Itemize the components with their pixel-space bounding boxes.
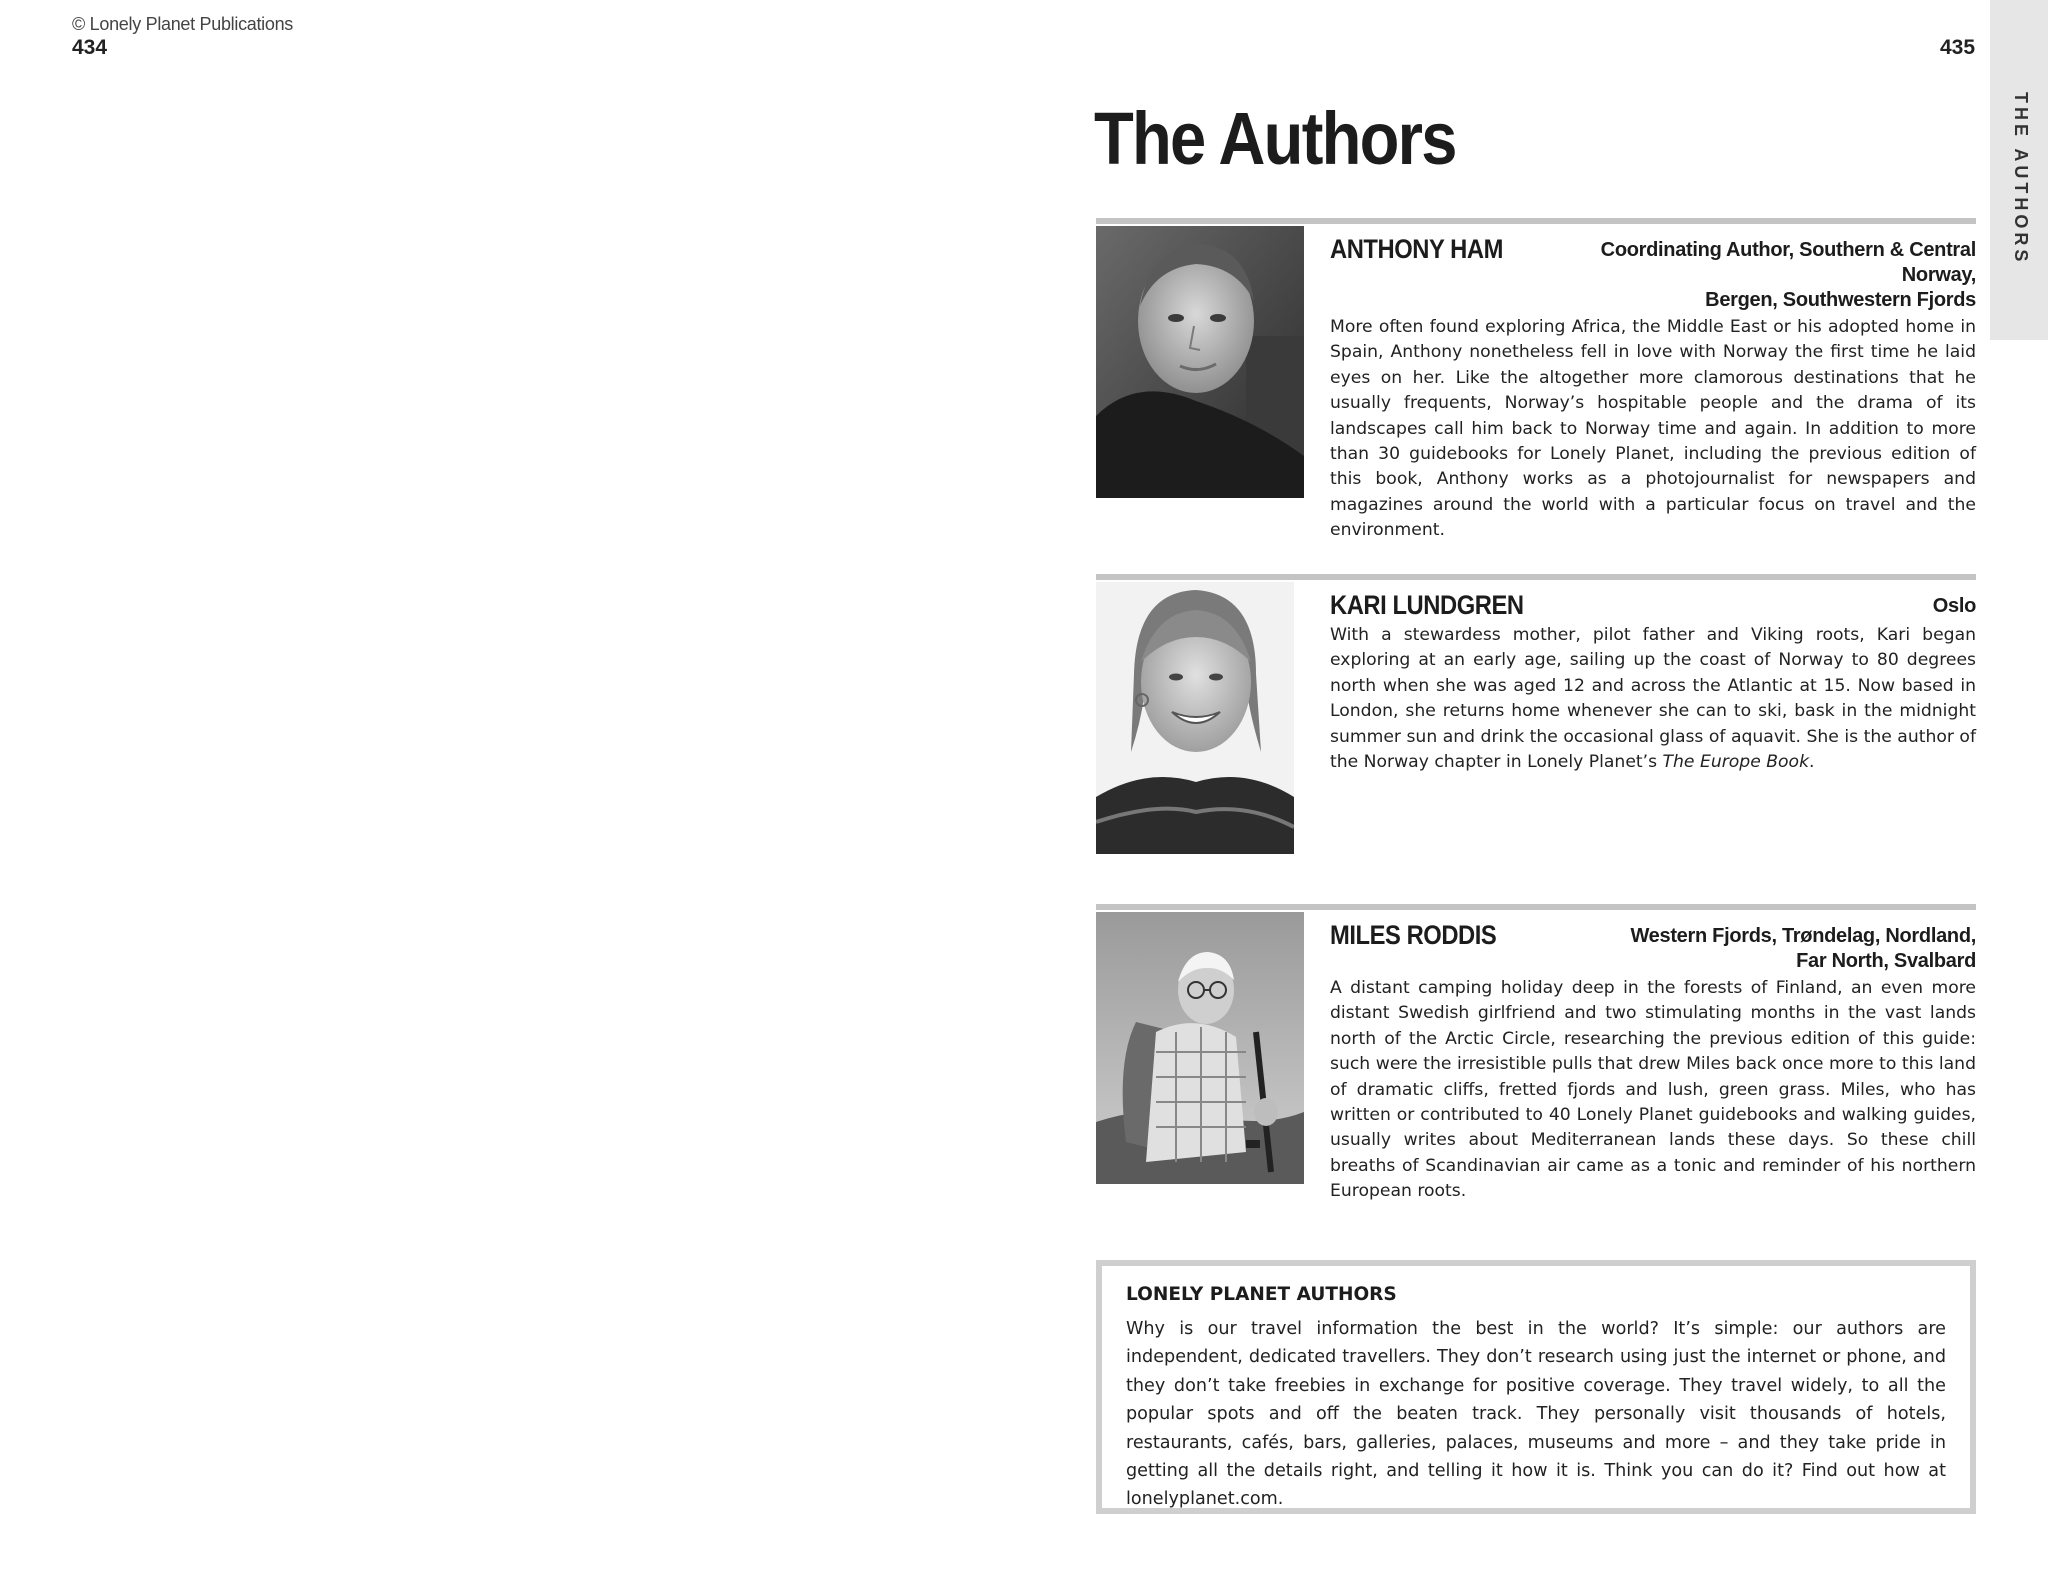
author-divider bbox=[1096, 574, 1976, 580]
author-divider bbox=[1096, 218, 1976, 224]
author-role-line: Bergen, Southwestern Fjords bbox=[1705, 289, 1976, 311]
copyright-notice: © Lonely Planet Publications bbox=[72, 14, 294, 34]
author-divider bbox=[1096, 904, 1976, 910]
book-title: The Europe Book bbox=[1662, 752, 1810, 773]
author-photo bbox=[1096, 912, 1304, 1184]
right-page-number: 435 bbox=[1940, 36, 1976, 59]
author-text bbox=[1330, 590, 1976, 775]
author-bio bbox=[1330, 623, 1976, 775]
author-text bbox=[1330, 234, 1976, 544]
section-side-tab-label: THE AUTHORS bbox=[2011, 92, 2031, 266]
author-bio-text: With a stewardess mother, pilot father and Viking roots, Kari began exploring at an early age, sailing up the coast of Norway to 80 degrees north when she was aged 12 and across the Atlantic at 15. Now based in London, she returns home whenever she can to ski, bask in the midnight summer sun and drink the occasional glass of aquavit. She is the author of the Norway chapter in Lonely Planet’s bbox=[1330, 625, 1976, 773]
author-role bbox=[1630, 924, 1976, 974]
author-role bbox=[1527, 238, 1977, 313]
author-role-line: Oslo bbox=[1932, 595, 1976, 617]
author-bio: More often found exploring Africa, the Middle East or his adopted home in Spain, Anthony nonetheless fell in love with Norway the first time he laid eyes on her. Like the altogether more clamorous destinations that he usually frequents, Norway’s hospitable people and the drama of its landscapes call him back to Norway time and again. In addition to more than 30 guidebooks for Lonely Planet, including the previous edition of this book, Anthony works as a photojournalist for newspapers and magazines around the world with a particular focus on travel and the environment. bbox=[1330, 317, 1976, 541]
author-photo bbox=[1096, 582, 1294, 854]
left-page-number: 434 bbox=[72, 36, 108, 59]
page-title: The Authors bbox=[1094, 97, 1456, 180]
author-bio: A distant camping holiday deep in the forests of Finland, an even more distant Swedish girlfriend and two stimulating months in the vast lands north of the Arctic Circle, researching the previous edition of this guide: such were the irresistible pulls that drew Miles back once more to this land of dramatic cliffs, fretted fjords and lush, green grass. Miles, who has written or contributed to 40 Lonely Planet guidebooks and walking guides, usually writes about Mediterranean lands these days. So these chill breaths of Scandinavian air came as a tonic and reminder of his northern European roots. bbox=[1330, 978, 1976, 1202]
author-name: ANTHONY HAM bbox=[1330, 234, 1503, 264]
info-box-text: Why is our travel information the best in the world? It’s simple: our authors are independent, dedicated travellers. They don’t research using just the internet or phone, and they don’t take freebies in exchange for positive coverage. They travel widely, to all the popular spots and off the beaten track. They personally visit thousands of hotels, restaurants, cafés, bars, galleries, palaces, museums and more – and they take pride in getting all the details right, and telling it how it is. Think you can do it? Find out how at lonelyplanet.com. bbox=[1126, 1319, 1946, 1510]
author-text bbox=[1330, 920, 1976, 1205]
author-name: KARI LUNDGREN bbox=[1330, 590, 1524, 620]
author-role bbox=[1933, 594, 1976, 619]
author-bio-end: . bbox=[1809, 752, 1815, 773]
author-role-line: Western Fjords, Trøndelag, Nordland, bbox=[1630, 925, 1976, 947]
author-name: MILES RODDIS bbox=[1330, 920, 1497, 950]
info-box-title: LONELY PLANET AUTHORS bbox=[1126, 1284, 1397, 1305]
lonely-planet-authors-box bbox=[1096, 1260, 1976, 1514]
author-role-line: Far North, Svalbard bbox=[1796, 950, 1976, 972]
author-photo bbox=[1096, 226, 1304, 498]
author-role-line: Coordinating Author, Southern & Central Norway, bbox=[1600, 239, 1976, 286]
